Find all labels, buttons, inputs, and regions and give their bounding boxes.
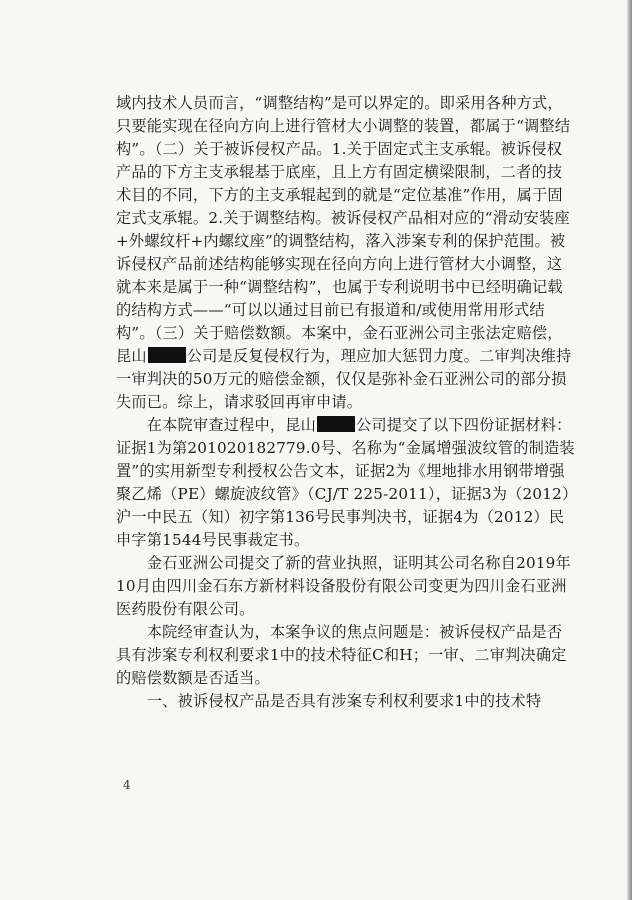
redaction-block [148,347,186,363]
paragraph-1-text: 域内技术人员而言，“调整结构”是可以界定的。即采用各种方式，只要能实现在径向方向上进行管材大小调整的装置，都属于“调整结构”。（二）关于被诉侵权产品。1.关于固定式主支承辊。被诉侵权产品的下方主支承辊基于底座，且上方有固定横梁限制，二者的技术目的不同，下方的主支承辊起到的就是“定位基准”作用，属于固定式支承辊。2.关于调整结构。被诉侵权产品相对应的“滑动安装座+外螺纹杆+内螺纹座”的调整结构，落入涉案专利的保护范围。被诉侵权产品前述结构能够实现在径向方向上进行管材大小调整，这就本来是属于一种“调整结构”，也属于专利说明书中已经明确记载的结构方式——“可以以通过目前已有报道和/或使用常用形式结构”。（三）关于赔偿数额。本案中，金石亚洲公司主张法定赔偿，昆山 [116,94,571,365]
page-number: 4 [123,778,131,792]
scan-edge-shadow [627,0,632,900]
paragraph-2-text: 公司提交了以下四份证据材料：证据1为第201020182779.0号、名称为“金属增强波纹管的制造装置”的实用新型专利授权公告文本，证据2为《埋地排水用钢带增强聚乙烯（PE）螺旋波纹管》（CJ/T 225-2011），证据3为（2012）沪一中民五（知）初字第136号民事判决书，证据4为（2012）民申字第1544号民事裁定书。 [116,416,575,549]
paragraph-4: 本院经审查认为，本案争议的焦点问题是：被诉侵权产品是否具有涉案专利权利要求1中的技术特征C和H；一审、二审判决确定的赔偿数额是否适当。 [116,623,567,687]
paragraph-5: 一、被诉侵权产品是否具有涉案专利权利要求1中的技术特 [116,692,542,710]
document-body [116,92,576,713]
redaction-block [317,416,355,432]
paragraph-2-text-lead: 在本院审查过程中，昆山 [116,416,317,434]
paragraph-1 [116,92,576,414]
paragraph-1-text-continued: 公司是反复侵权行为，理应加大惩罚力度。二审判决维持一审判决的50万元的赔偿金额，仅仅是弥补金石亚洲公司的部分损失而已。综上，请求驳回再审申请。 [116,347,572,411]
paragraph-3: 金石亚洲公司提交了新的营业执照，证明其公司名称自2019年10月由四川金石东方新材料设备股份有限公司变更为四川金石亚洲医药股份有限公司。 [116,554,571,618]
paragraph-2 [116,414,576,552]
